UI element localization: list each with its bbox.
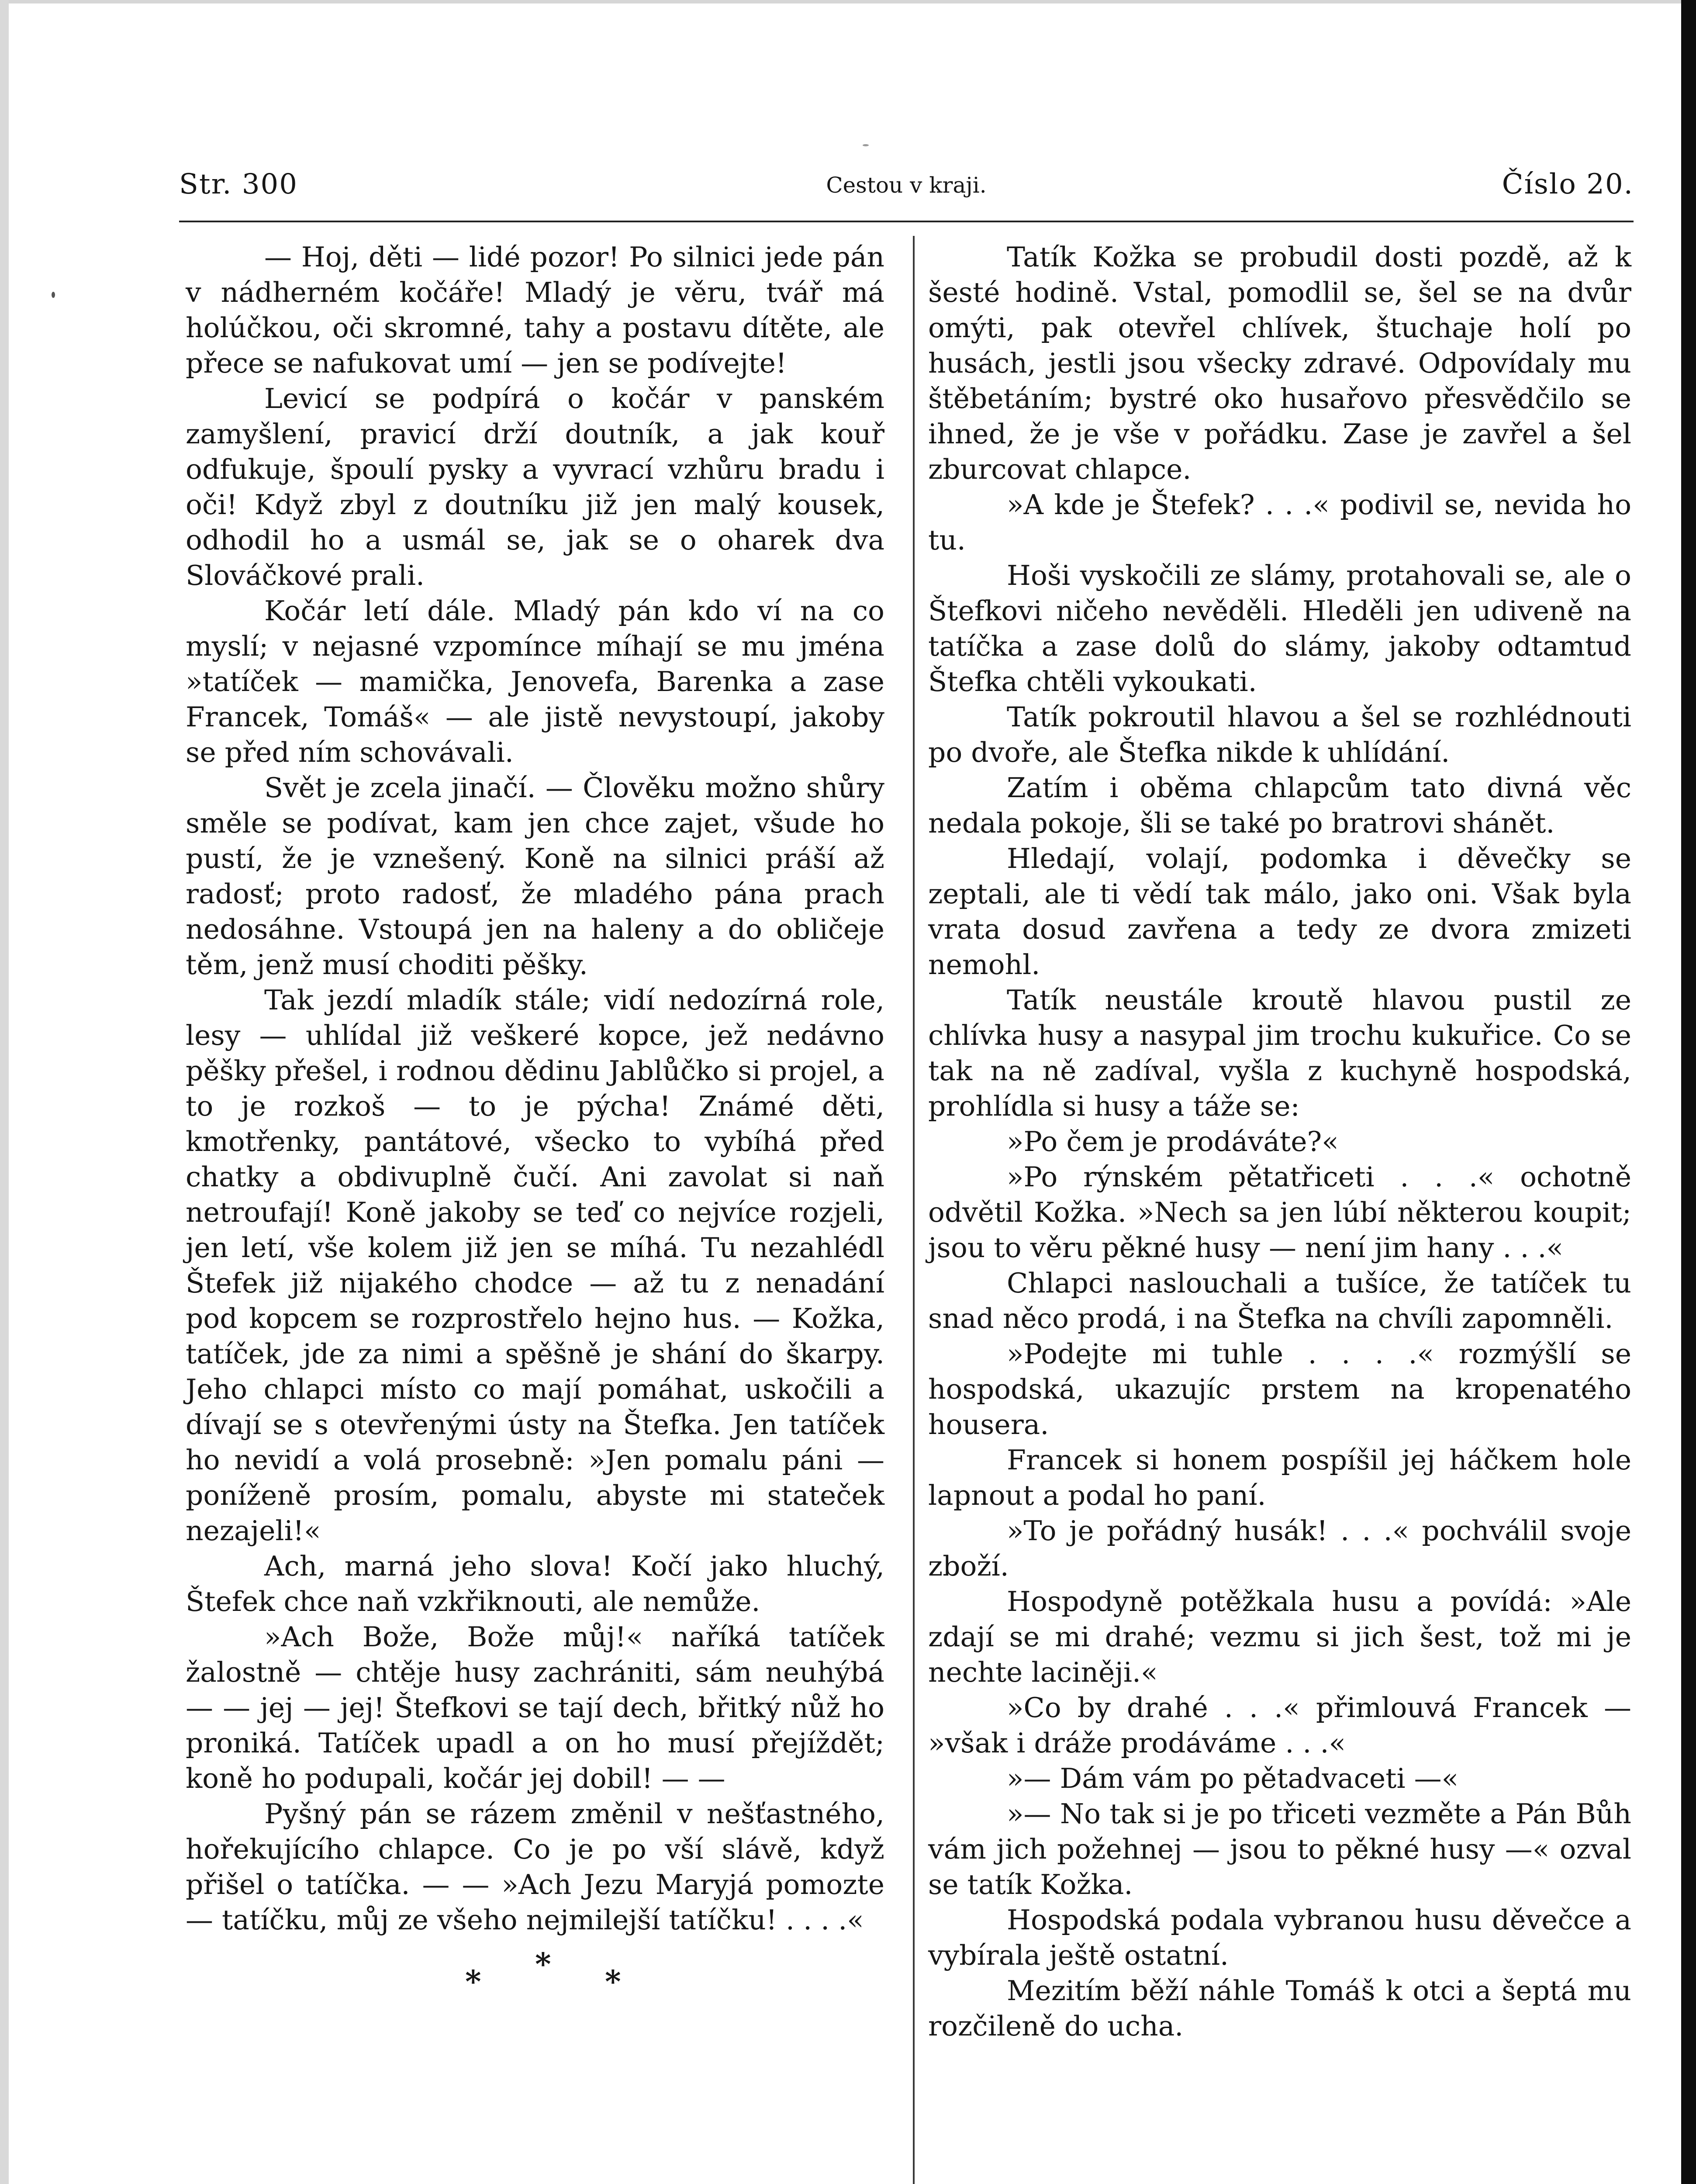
- page-number: Str. 300: [179, 168, 298, 200]
- paragraph: Svět je zcela jinačí. — Člověku možno shůry směle se podívat, kam jen chce zajet, všude ho pustí, že je vznešený. Koně na silnici práší až radosť; proto radosť, že mladého pána prach nedosáhne. Vstoupá jen na haleny a do obličeje těm, jenž musí choditi pěšky.: [186, 772, 884, 981]
- section-break: [186, 1946, 884, 2008]
- scan-edge-left: [0, 0, 9, 2184]
- asterisk: *: [465, 1963, 481, 2000]
- paragraph: »Co by drahé . . .« přimlouvá Francek — »však i dráže prodáváme . . .«: [928, 1692, 1631, 1759]
- left-column: [186, 239, 884, 2008]
- running-title: Cestou v kraji.: [826, 173, 987, 198]
- paragraph: Zatím i oběma chlapcům tato divná věc nedala pokoje, šli se také po bratrovi shánět.: [928, 772, 1631, 839]
- paragraph: »To je pořádný husák! . . .« pochválil svoje zboží.: [928, 1515, 1631, 1582]
- paragraph: »Ach Bože, Bože můj!« naříká tatíček žalostně — chtěje husy zachrániti, sám neuhýbá — — jej — jej! Štefkovi se tají dech, břitký nůž ho proniká. Tatíček upadl a on ho musí přejíždět; koně ho podupali, kočár jej dobil! — —: [186, 1621, 884, 1794]
- paragraph: Tatík pokroutil hlavou a šel se rozhlédnouti po dvoře, ale Štefka nikde k uhlídání.: [928, 701, 1631, 768]
- right-column: [928, 239, 1631, 2044]
- paragraph: Tatík neustále kroutě hlavou pustil ze chlívka husy a nasypal jim trochu kukuřice. Co se tak na ně zadíval, vyšla z kuchyně hospodská, prohlídla si husy a táže se:: [928, 984, 1631, 1122]
- paragraph: Tak jezdí mladík stále; vidí nedozírná role, lesy — uhlídal již veškeré kopce, jež nedávno pěšky přešel, i rodnou dědinu Jablůčko si projel, a to je rozkoš — to je pýcha! Známé děti, kmotřenky, pantátové, všecko to vybíhá před chatky a obdivuplně čučí. Ani zavolat si naň netroufají! Koně jakoby se teď co nejvíce rozjeli, jen letí, vše kolem již jen se míhá. Tu nezahlédl Štefek již nijakého chodce — až tu z nenadání pod kopcem se rozprostřelo hejno hus. — Kožka, tatíček, jde za nimi a spěšně je shání do škarpy. Jeho chlapci místo co mají pomáhat, uskočili a dívají se s otevřenými ústy na Štefka. Jen tatíček ho nevidí a volá prosebně: »Jen pomalu páni — poníženě prosím, pomalu, abyste mi stateček nezajeli!«: [186, 984, 884, 1547]
- column-divider: [913, 236, 915, 2184]
- paragraph: »— Dám vám po pětadvaceti —«: [1007, 1762, 1459, 1794]
- paragraph: Levicí se podpírá o kočár v panském zamyšlení, pravicí drží doutník, a jak kouř odfukuje, špoulí pysky a vyvrací vzhůru bradu i oči! Když zbyl z doutníku již jen malý kousek, odhodil ho a usmál se, jak se o oharek dva Slováčkové prali.: [186, 383, 884, 591]
- paragraph: Mezitím běží náhle Tomáš k otci a šeptá mu rozčileně do ucha.: [928, 1975, 1631, 2042]
- paragraph: »Po rýnském pětatřiceti . . .« ochotně odvětil Kožka. »Nech sa jen lúbí některou koupit; jsou to věru pěkné husy — není jim hany . . .«: [928, 1161, 1631, 1264]
- scan-edge-right: [1681, 0, 1696, 2184]
- page-header: [179, 168, 1634, 207]
- header-rule: [179, 221, 1634, 222]
- paragraph: Kočár letí dále. Mladý pán kdo ví na co myslí; v nejasné vzpomínce míhají se mu jména »tatíček — mamička, Jenovefa, Barenka a zase Francek, Tomáš« — ale jistě nevystoupí, jakoby se před ním schovávali.: [186, 595, 884, 768]
- paragraph: — Hoj, děti — lidé pozor! Po silnici jede pán v nádherném kočáře! Mladý je věru, tvář má holúčkou, oči skromné, tahy a postavu dítěte, ale přece se nafukovat umí — jen se podívejte!: [186, 241, 884, 379]
- paragraph: »Podejte mi tuhle . . . .« rozmýšlí se hospodská, ukazujíc prstem na kropenatého housera.: [928, 1338, 1631, 1441]
- scan-speck: [863, 144, 869, 146]
- paragraph: Hospodská podala vybranou husu děvečce a vybírala ještě ostatní.: [928, 1904, 1631, 1971]
- scan-edge-top: [9, 0, 1681, 3]
- paragraph: »— No tak si je po třiceti vezměte a Pán Bůh vám jich požehnej — jsou to pěkné husy —« ozval se tatík Kožka.: [928, 1798, 1631, 1901]
- scan-speck: [52, 292, 55, 298]
- paragraph: Ach, marná jeho slova! Kočí jako hluchý, Štefek chce naň vzkřiknouti, ale nemůže.: [186, 1550, 884, 1617]
- asterisk: *: [535, 1946, 551, 1982]
- paragraph: Chlapci naslouchali a tušíce, že tatíček tu snad něco prodá, i na Štefka na chvíli zapomněli.: [928, 1267, 1631, 1334]
- paragraph: Pyšný pán se rázem změnil v nešťastného, hořekujícího chlapce. Co je po vší slávě, když přišel o tatíčka. — — »Ach Jezu Maryjá pomozte — tatíčku, můj ze všeho nejmilejší tatíčku! . . . .«: [186, 1798, 884, 1936]
- issue-number: Číslo 20.: [1502, 168, 1634, 200]
- paragraph: Tatík Kožka se probudil dosti pozdě, až k šesté hodině. Vstal, pomodlil se, šel se na dvůr omýti, pak otevřel chlívek, štuchaje holí po husách, jestli jsou všecky zdravé. Odpovídaly mu štěbetáním; bystré oko husařovo přesvědčilo se ihned, že je vše v pořádku. Zase je zavřel a šel zburcovat chlapce.: [928, 241, 1631, 485]
- paragraph: Hoši vyskočili ze slámy, protahovali se, ale o Štefkovi ničeho nevěděli. Hleděli jen udiveně na tatíčka a zase dolů do slámy, jakoby odtamtud Štefka chtěli vykoukati.: [928, 560, 1631, 698]
- paragraph: Francek si honem pospíšil jej háčkem hole lapnout a podal ho paní.: [928, 1444, 1631, 1511]
- asterisk: *: [605, 1963, 621, 2000]
- paragraph: Hledají, volají, podomka i děvečky se zeptali, ale ti vědí tak málo, jako oni. Však byla vrata dosud zavřena a tedy ze dvora zmizeti nemohl.: [928, 843, 1631, 981]
- paragraph: Hospodyně potěžkala husu a povídá: »Ale zdají se mi drahé; vezmu si jich šest, tož mi je nechte laciněji.«: [928, 1586, 1631, 1688]
- paragraph: »A kde je Štefek? . . .« podivil se, nevida ho tu.: [928, 489, 1631, 556]
- paragraph: »Po čem je prodáváte?«: [1007, 1126, 1339, 1158]
